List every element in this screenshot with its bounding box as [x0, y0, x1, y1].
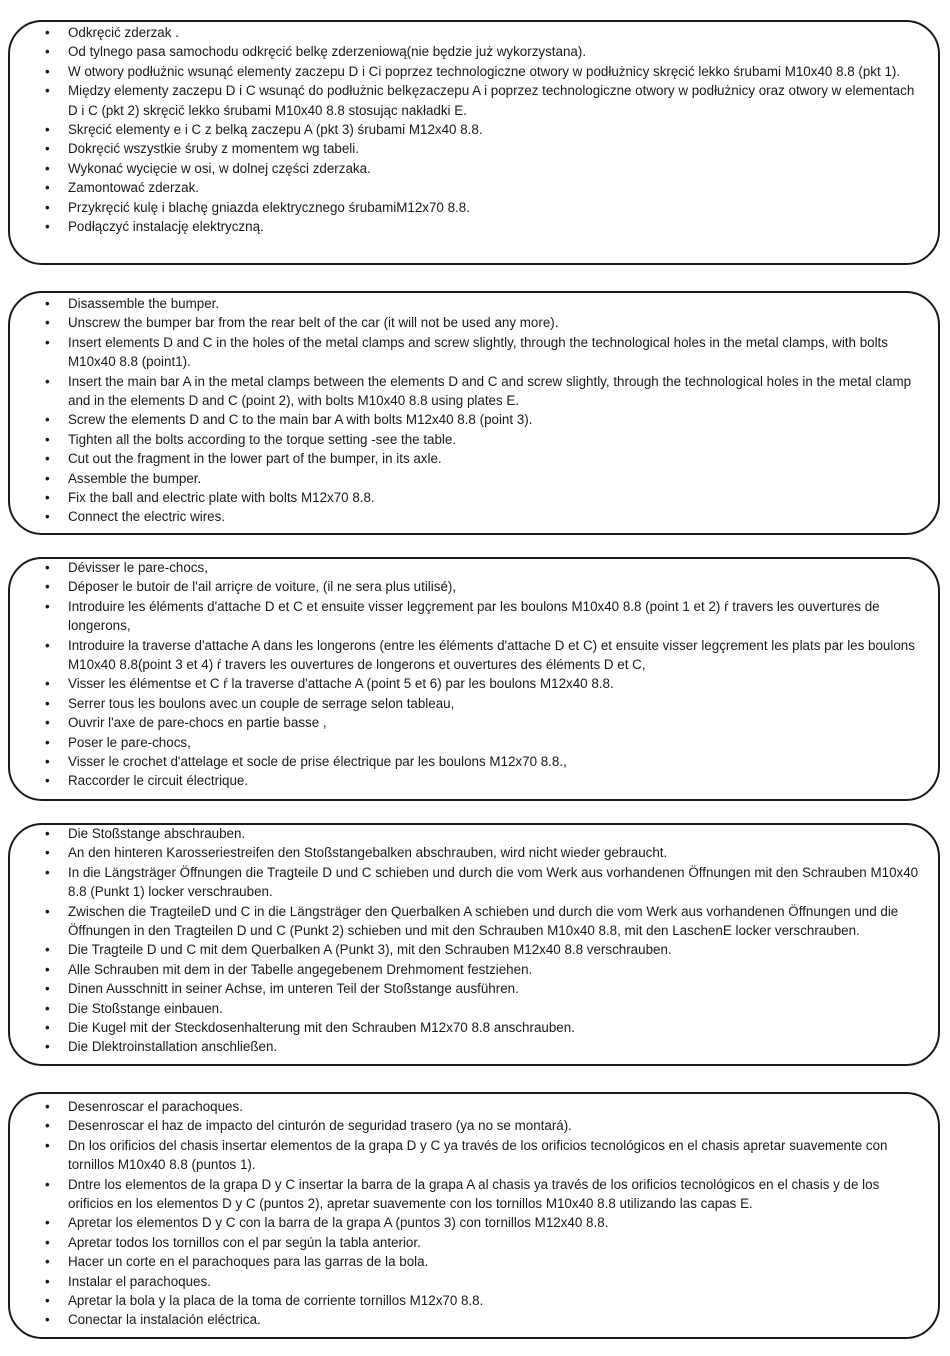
- instructions-box-spanish: [8, 1092, 940, 1339]
- list-item: • Dokręcić wszystkie śruby z momentem wg tabeli.: [10, 139, 938, 158]
- step-list: [10, 23, 938, 236]
- list-item: • Déposer le butoir de l'ail arriçre de voiture, (il ne sera plus utilisé),: [10, 577, 938, 596]
- list-item: • Conectar la instalación eléctrica.: [10, 1310, 938, 1329]
- list-item: • Die Stoßstange abschrauben.: [10, 824, 938, 843]
- list-item: • Podłączyć instalację elektryczną.: [10, 217, 938, 236]
- list-item: • Apretar los elementos D y C con la barra de la grapa A (puntos 3) con tornillos M12x40 8.8.: [10, 1213, 938, 1232]
- list-item: • Tighten all the bolts according to the torque setting -see the table.: [10, 430, 938, 449]
- list-item: • In die Längsträger Öffnungen die Tragteile D und C schieben und durch die vom Werk aus vorhandenen Öffnungen mit den Schrauben M10x40 8.8 (Punkt 1) locker verschrauben.: [10, 863, 938, 902]
- list-item: • Dntre los elementos de la grapa D y C insertar la barra de la grapa A al chasis ya través de los orificios tecnológicos en el chasis y de los orificios en los elementos D y C (puntos 2), apretar suavemente con los tornillos M10x40 8.8 utilizando las capas E.: [10, 1175, 938, 1214]
- list-item: • Fix the ball and electric plate with bolts M12x70 8.8.: [10, 488, 938, 507]
- list-item: • Dinen Ausschnitt in seiner Achse, im unteren Teil der Stoßstange ausführen.: [10, 979, 938, 998]
- list-item: • Ouvrir l'axe de pare-chocs en partie basse ,: [10, 713, 938, 732]
- list-item: • Desenroscar el haz de impacto del cinturón de seguridad trasero (ya no se montará).: [10, 1116, 938, 1135]
- step-list: [10, 824, 938, 1057]
- list-item: • Introduire les éléments d'attache D et C et ensuite visser legçrement par les boulons M10x40 8.8 (point 1 et 2) ŕ travers les ouvertures de longerons,: [10, 597, 938, 636]
- list-item: • Cut out the fragment in the lower part of the bumper, in its axle.: [10, 449, 938, 468]
- list-item: • Desenroscar el parachoques.: [10, 1097, 938, 1116]
- list-item: • Apretar la bola y la placa de la toma de corriente tornillos M12x70 8.8.: [10, 1291, 938, 1310]
- list-item: • Instalar el parachoques.: [10, 1272, 938, 1291]
- list-item: • Die Tragteile D und C mit dem Querbalken A (Punkt 3), mit den Schrauben M12x40 8.8 verschrauben.: [10, 940, 938, 959]
- instructions-box-english: [8, 291, 940, 535]
- list-item: • Dn los orificios del chasis insertar elementos de la grapa D y C ya través de los orificios tecnológicos en el chasis apretar suavemente con tornillos M10x40 8.8 (puntos 1).: [10, 1136, 938, 1175]
- instructions-box-french: [8, 557, 940, 801]
- list-item: • Insert elements D and C in the holes of the metal clamps and screw slightly, through the technological holes in the metal clamps, with bolts M10x40 8.8 (point1).: [10, 333, 938, 372]
- list-item: • Serrer tous les boulons avec un couple de serrage selon tableau,: [10, 694, 938, 713]
- step-list: [10, 1097, 938, 1330]
- list-item: • Od tylnego pasa samochodu odkręcić belkę zderzeniową(nie będzie już wykorzystana).: [10, 42, 938, 61]
- list-item: • Raccorder le circuit électrique.: [10, 771, 938, 790]
- list-item: • Disassemble the bumper.: [10, 294, 938, 313]
- step-list: [10, 294, 938, 527]
- list-item: • Visser le crochet d'attelage et socle de prise électrique par les boulons M12x70 8.8.,: [10, 752, 938, 771]
- step-list: [10, 558, 938, 791]
- list-item: • Assemble the bumper.: [10, 469, 938, 488]
- list-item: • Insert the main bar A in the metal clamps between the elements D and C and screw slightly, through the technological holes in the metal clamp and in the elements D and C (point 2), with bolts M10x40 8.8 using plates E.: [10, 372, 938, 411]
- list-item: • Między elementy zaczepu D i C wsunąć do podłużnic belkęzaczepu A i poprzez technologiczne otwory w podłużnicy oraz otwory w elementach D i C (pkt 2) skręcić lekko śrubami M10x40 8.8 stosując nakładki E.: [10, 81, 938, 120]
- instructions-box-german: [8, 823, 940, 1066]
- list-item: • Alle Schrauben mit dem in der Tabelle angegebenem Drehmoment festziehen.: [10, 960, 938, 979]
- list-item: • An den hinteren Karosseriestreifen den Stoßstangebalken abschrauben, wird nicht wieder gebraucht.: [10, 843, 938, 862]
- list-item: • Introduire la traverse d'attache A dans les longerons (entre les éléments d'attache D et C) et ensuite visser legçrement les plats par les boulons M10x40 8.8(point 3 et 4) ŕ travers les ouvertures de longerons et ouvertures des éléments D et C,: [10, 636, 938, 675]
- list-item: • Odkręcić zderzak .: [10, 23, 938, 42]
- list-item: • Apretar todos los tornillos con el par según la tabla anterior.: [10, 1233, 938, 1252]
- list-item: • Unscrew the bumper bar from the rear belt of the car (it will not be used any more).: [10, 313, 938, 332]
- list-item: • Skręcić elementy e i C z belką zaczepu A (pkt 3) śrubami M12x40 8.8.: [10, 120, 938, 139]
- instructions-box-polish: [8, 20, 940, 265]
- list-item: • Screw the elements D and C to the main bar A with bolts M12x40 8.8 (point 3).: [10, 410, 938, 429]
- list-item: • Zwischen die TragteileD und C in die Längsträger den Querbalken A schieben und durch die vom Werk aus vorhandenen Öffnungen und die Öffnungen in den Tragteilen D und C (Punkt 2) schieben und mit den Schrauben M10x40 8.8, mit den LaschenE locker verschrauben.: [10, 902, 938, 941]
- list-item: • W otwory podłużnic wsunąć elementy zaczepu D i Ci poprzez technologiczne otwory w podłużnicy skręcić lekko śrubami M10x40 8.8 (pkt 1).: [10, 62, 938, 81]
- list-item: • Connect the electric wires.: [10, 507, 938, 526]
- list-item: • Przykręcić kulę i blachę gniazda elektrycznego śrubamiM12x70 8.8.: [10, 198, 938, 217]
- list-item: • Wykonać wycięcie w osi, w dolnej części zderzaka.: [10, 159, 938, 178]
- list-item: • Hacer un corte en el parachoques para las garras de la bola.: [10, 1252, 938, 1271]
- list-item: • Die Stoßstange einbauen.: [10, 999, 938, 1018]
- list-item: • Die Dlektroinstallation anschließen.: [10, 1037, 938, 1056]
- list-item: • Dévisser le pare-chocs,: [10, 558, 938, 577]
- list-item: • Zamontować zderzak.: [10, 178, 938, 197]
- list-item: • Die Kugel mit der Steckdosenhalterung mit den Schrauben M12x70 8.8 anschrauben.: [10, 1018, 938, 1037]
- list-item: • Visser les élémentse et C ŕ la traverse d'attache A (point 5 et 6) par les boulons M12x40 8.8.: [10, 674, 938, 693]
- list-item: • Poser le pare-chocs,: [10, 733, 938, 752]
